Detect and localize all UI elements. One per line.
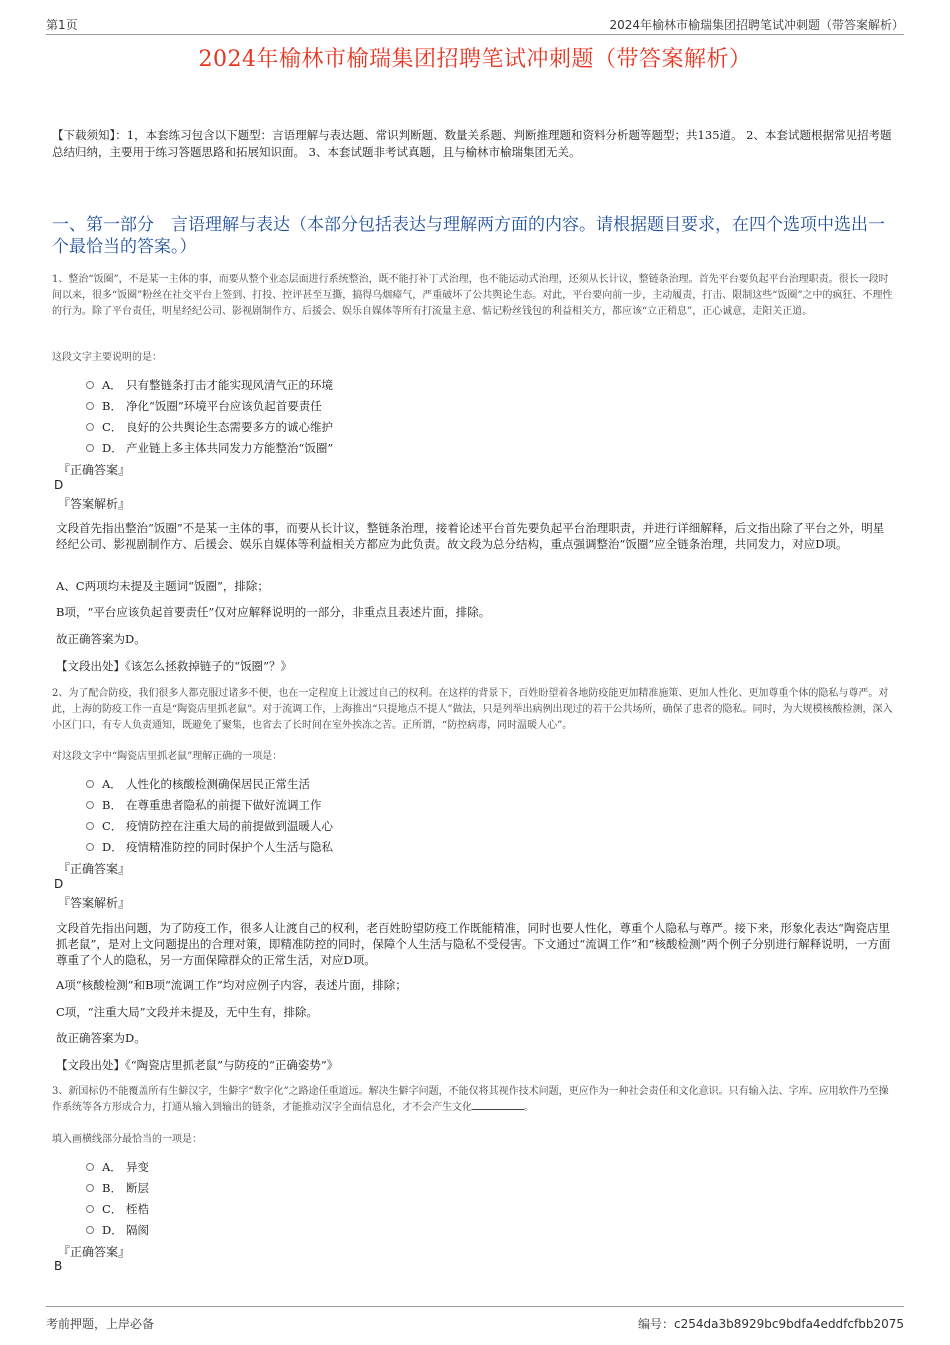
analysis-line: 故正确答案为D。 xyxy=(56,1031,146,1045)
option-a[interactable]: A． 人性化的核酸检测确保居民正常生活 xyxy=(84,773,333,794)
source-line: 【文段出处】《该怎么拯救掉链子的“饭圈”？》 xyxy=(56,659,293,673)
question-3-text: 3、新国标仍不能覆盖所有生僻汉字，生僻字“数字化”之路途任重道远。解决生僻字问题，不能仅将其视作技术问题，更应作为一种社会责任和文化意识。只有输入法、字库、应用软件乃至操作系统等各方形成合力，打通从输入到输出的链条，才能推动汉字全面信息化，才不会产生文化 。 xyxy=(52,1086,889,1113)
option-a[interactable]: A． 异变 xyxy=(84,1156,149,1177)
question-1-analysis: 文段首先指出整治“饭圈”不是某一主体的事，而要从长计议，整链条治理，接着论述平台首先要负起平台治理职责，并进行详细解释，后文指出除了平台之外，明星经纪公司、影视剧制作方、后援会、娱乐自媒体等利益相关方都应为此负责。故文段为总分结构，重点强调整治“饭圈”应全链条治理，共同发力，对应D项。 xyxy=(56,521,885,551)
question-1-options xyxy=(84,374,333,458)
question-1-text: 1、整治“饭圈”，不是某一主体的事，而要从整个业态层面进行系统整治，既不能打补丁式治理，也不能运动式治理，还须从长计议，整链条治理。首先平台要负起平台治理职责。很长一段时间以来，很多“饭圈”粉丝在社交平台上签到、打投、控评甚至互撕，搞得乌烟瘴气，严重破坏了公共舆论生态。对此，平台要向前一步，主动履责，打击、限制这些“饭圈”之中的疯狂、不理性的行为。除了平台责任，明星经纪公司、影视剧制作方、后援会、娱乐自媒体等所有打流量主意、惦记粉丝钱包的利益相关方，都应该“立正稍息”，正心诚意，走阳关正道。 xyxy=(52,274,893,317)
option-d[interactable]: D． 疫情精准防控的同时保护个人生活与隐私 xyxy=(84,836,333,857)
section-heading: 一、第一部分 言语理解与表达（本部分包括表达与理解两方面的内容。请根据题目要求，在四个选项中选出一个最恰当的答案。） xyxy=(52,215,885,257)
radio-icon[interactable] xyxy=(86,423,94,431)
question-2-analysis: 文段首先指出问题，为了防疫工作，很多人让渡自己的权利，老百姓盼望防疫工作既能精准，同时也要人性化，尊重个人隐私与尊严。接下来，形象化表达“陶瓷店里抓老鼠”，是对上文问题提出的合理对策，即精准防控的同时，保障个人生活与隐私不受侵害。下文通过“流调工作”和“核酸检测”两个例子分别进行解释说明，一方面尊重了个人的隐私，另一方面保障群众的正常生活，对应D项。 xyxy=(56,921,891,967)
correct-answer-label: 『正确答案』 xyxy=(58,1245,131,1259)
correct-answer-value: D xyxy=(54,478,64,492)
analysis-line: A、C两项均未提及主题词“饭圈”，排除； xyxy=(56,579,269,593)
analysis-line: C项，“注重大局”文段并未提及，无中生有，排除。 xyxy=(56,1005,319,1019)
analysis-label: 『答案解析』 xyxy=(58,497,131,511)
question-3-options xyxy=(84,1156,149,1240)
document-title: 2024年榆林市榆瑞集团招聘笔试冲刺题（带答案解析） xyxy=(198,47,752,72)
option-c[interactable]: C． 良好的公共舆论生态需要多方的诚心维护 xyxy=(84,416,333,437)
option-d[interactable]: D． 产业链上多主体共同发力方能整治“饭圈” xyxy=(84,437,333,458)
radio-icon[interactable] xyxy=(86,822,94,830)
footer-doc-id: 编号：c254da3b8929bc9bdfa4eddfcfbb2075 xyxy=(638,1317,904,1331)
analysis-line: A项“核酸检测”和B项“流调工作”均对应例子内容，表述片面，排除； xyxy=(56,978,407,992)
option-b[interactable]: B． 在尊重患者隐私的前提下做好流调工作 xyxy=(84,794,333,815)
header-doc-title: 2024年榆林市榆瑞集团招聘笔试冲刺题（带答案解析） xyxy=(609,18,904,32)
correct-answer-label: 『正确答案』 xyxy=(58,862,131,876)
option-d[interactable]: D． 隔阂 xyxy=(84,1219,149,1240)
radio-icon[interactable] xyxy=(86,1184,94,1192)
question-1-prompt: 这段文字主要说明的是： xyxy=(52,352,162,363)
question-2-prompt: 对这段文字中“陶瓷店里抓老鼠”理解正确的一项是： xyxy=(52,751,283,762)
question-2-options xyxy=(84,773,333,857)
radio-icon[interactable] xyxy=(86,381,94,389)
page-header xyxy=(46,14,904,35)
source-line: 【文段出处】《“陶瓷店里抓老鼠”与防疫的“正确姿势”》 xyxy=(56,1058,339,1072)
radio-icon[interactable] xyxy=(86,801,94,809)
radio-icon[interactable] xyxy=(86,1205,94,1213)
correct-answer-label: 『正确答案』 xyxy=(58,463,131,477)
question-2-text: 2、为了配合防疫，我们很多人都克服过诸多不便，也在一定程度上让渡过自己的权利。在这样的背景下，百姓盼望着各地防疫能更加精准施策、更加人性化、更加尊重个体的隐私与尊严。对此，上海的防疫工作一直是“陶瓷店里抓老鼠”。对于流调工作，上海推出“只提地点不提人”做法，只是列举出病例出现过的若干公共场所，确保了患者的隐私。同时，为大规模核酸检测，深入小区门口，有专人负责通知，既避免了聚集，也省去了长时间在室外挨冻之苦。正所谓，“防控病毒，同时温暖人心”。 xyxy=(52,688,893,731)
page-footer xyxy=(46,1306,904,1333)
radio-icon[interactable] xyxy=(86,1163,94,1171)
option-a[interactable]: A． 只有整链条打击才能实现风清气正的环境 xyxy=(84,374,333,395)
radio-icon[interactable] xyxy=(86,843,94,851)
analysis-line: 故正确答案为D。 xyxy=(56,632,146,646)
option-c[interactable]: C． 桎梏 xyxy=(84,1198,149,1219)
correct-answer-value: D xyxy=(54,877,64,891)
fill-blank[interactable] xyxy=(472,1100,524,1110)
correct-answer-value: B xyxy=(54,1259,63,1273)
radio-icon[interactable] xyxy=(86,444,94,452)
analysis-line: B项，“平台应该负起首要责任”仅对应解释说明的一部分，非重点且表述片面，排除。 xyxy=(56,605,491,619)
question-3-prompt: 填入画横线部分最恰当的一项是： xyxy=(52,1134,202,1145)
page-number: 第1页 xyxy=(46,18,78,32)
radio-icon[interactable] xyxy=(86,780,94,788)
option-b[interactable]: B． 断层 xyxy=(84,1177,149,1198)
analysis-label: 『答案解析』 xyxy=(58,896,131,910)
footer-slogan: 考前押题，上岸必备 xyxy=(46,1317,155,1331)
radio-icon[interactable] xyxy=(86,1226,94,1234)
radio-icon[interactable] xyxy=(86,402,94,410)
option-b[interactable]: B． 净化“饭圈”环境平台应该负起首要责任 xyxy=(84,395,333,416)
download-notice: 【下载须知】：1，本套练习包含以下题型：言语理解与表达题、常识判断题、数量关系题、判断推理题和资料分析题等题型；共135道。 2、本套试题根据常见招考题总结归纳，主要用于练习答题思路和拓展知识面。 3、本套试题非考试真题，且与榆林市榆瑞集团无关。 xyxy=(52,128,892,159)
option-c[interactable]: C． 疫情防控在注重大局的前提做到温暖人心 xyxy=(84,815,333,836)
